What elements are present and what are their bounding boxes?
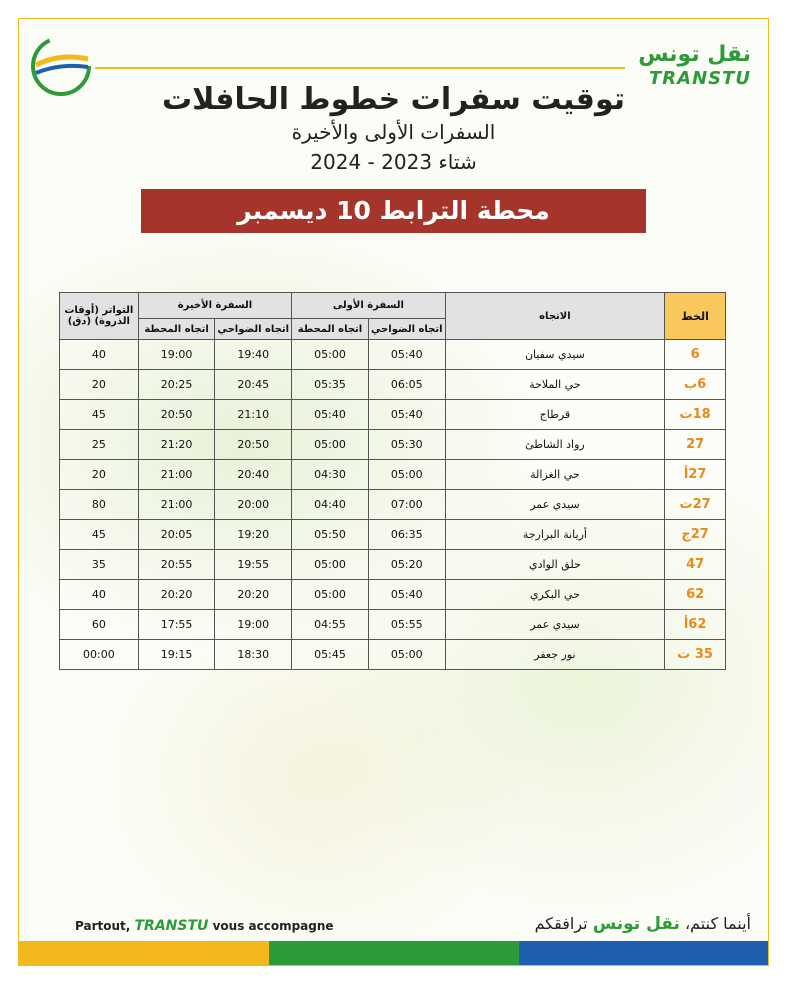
line-number: 18ت bbox=[665, 400, 726, 430]
first-suburbs-time: 05:40 bbox=[368, 400, 445, 430]
frequency-cell: 45 bbox=[60, 520, 139, 550]
first-suburbs-time: 05:20 bbox=[368, 550, 445, 580]
last-suburbs-time: 20:45 bbox=[215, 370, 292, 400]
header-direction: الاتجاه bbox=[445, 293, 665, 340]
table-row bbox=[60, 490, 726, 520]
footer-ar-prefix: أينما كنتم، bbox=[684, 914, 751, 933]
header-line: الخط bbox=[665, 293, 726, 340]
first-suburbs-time: 05:40 bbox=[368, 340, 445, 370]
line-number: 6 bbox=[665, 340, 726, 370]
table-row bbox=[60, 370, 726, 400]
first-station-time: 05:35 bbox=[292, 370, 369, 400]
last-station-time: 17:55 bbox=[138, 610, 215, 640]
page-subtitle: السفرات الأولى والأخيرة bbox=[291, 120, 496, 144]
footer-bar-green bbox=[269, 941, 519, 965]
last-suburbs-time: 20:20 bbox=[215, 580, 292, 610]
last-station-time: 19:15 bbox=[138, 640, 215, 670]
direction-cell: قرطاج bbox=[445, 400, 665, 430]
line-number: 27ت bbox=[665, 490, 726, 520]
frequency-cell: 80 bbox=[60, 490, 139, 520]
first-station-time: 05:40 bbox=[292, 400, 369, 430]
header-first-to-station: اتجاه المحطة bbox=[292, 319, 369, 340]
table-row bbox=[60, 640, 726, 670]
frequency-cell: 35 bbox=[60, 550, 139, 580]
direction-cell: حي البكري bbox=[445, 580, 665, 610]
first-station-time: 05:00 bbox=[292, 340, 369, 370]
first-suburbs-time: 06:05 bbox=[368, 370, 445, 400]
first-station-time: 04:40 bbox=[292, 490, 369, 520]
last-station-time: 20:05 bbox=[138, 520, 215, 550]
first-station-time: 05:00 bbox=[292, 550, 369, 580]
last-suburbs-time: 20:50 bbox=[215, 430, 292, 460]
first-station-time: 04:30 bbox=[292, 460, 369, 490]
first-suburbs-time: 05:30 bbox=[368, 430, 445, 460]
line-number: 6ب bbox=[665, 370, 726, 400]
last-suburbs-time: 19:55 bbox=[215, 550, 292, 580]
table-row bbox=[60, 610, 726, 640]
first-suburbs-time: 05:00 bbox=[368, 460, 445, 490]
header-divider bbox=[95, 67, 625, 69]
header-last-to-suburbs: اتجاه الضواحي bbox=[215, 319, 292, 340]
brand-latin-logo: TRANSTU bbox=[649, 68, 751, 89]
frequency-cell: 00:00 bbox=[60, 640, 139, 670]
table-row bbox=[60, 340, 726, 370]
last-station-time: 19:00 bbox=[138, 340, 215, 370]
direction-cell: حي الغزالة bbox=[445, 460, 665, 490]
last-station-time: 21:00 bbox=[138, 460, 215, 490]
line-number: 62 bbox=[665, 580, 726, 610]
station-banner: محطة الترابط 10 ديسمبر bbox=[141, 189, 646, 233]
direction-cell: رواد الشاطئ bbox=[445, 430, 665, 460]
table-row bbox=[60, 520, 726, 550]
direction-cell: سيدي عمر bbox=[445, 490, 665, 520]
footer-fr-prefix: Partout, bbox=[75, 919, 131, 933]
header-first-to-suburbs: اتجاه الضواحي bbox=[368, 319, 445, 340]
line-number: 47 bbox=[665, 550, 726, 580]
direction-cell: سيدي سفيان bbox=[445, 340, 665, 370]
line-number: 62أ bbox=[665, 610, 726, 640]
last-station-time: 20:55 bbox=[138, 550, 215, 580]
last-station-time: 20:50 bbox=[138, 400, 215, 430]
first-station-time: 05:45 bbox=[292, 640, 369, 670]
table-row bbox=[60, 430, 726, 460]
line-number: 27أ bbox=[665, 460, 726, 490]
direction-cell: نور جعفر bbox=[445, 640, 665, 670]
table-row bbox=[60, 460, 726, 490]
line-number: 27 bbox=[665, 430, 726, 460]
table-row bbox=[60, 400, 726, 430]
table-row bbox=[60, 580, 726, 610]
first-station-time: 05:00 bbox=[292, 580, 369, 610]
first-station-time: 05:50 bbox=[292, 520, 369, 550]
footer-bar-blue bbox=[519, 941, 768, 965]
brand-arabic-logo: نقل تونس bbox=[638, 42, 751, 67]
header-frequency: التواتر (أوقات الذروة) (دق) bbox=[60, 293, 139, 340]
first-suburbs-time: 07:00 bbox=[368, 490, 445, 520]
last-station-time: 20:20 bbox=[138, 580, 215, 610]
first-station-time: 04:55 bbox=[292, 610, 369, 640]
schedule-table bbox=[59, 292, 726, 670]
last-suburbs-time: 19:40 bbox=[215, 340, 292, 370]
footer-fr-brand: TRANSTU bbox=[134, 918, 209, 934]
last-suburbs-time: 20:40 bbox=[215, 460, 292, 490]
header-first-trip: السفرة الأولى bbox=[292, 293, 445, 319]
last-suburbs-time: 20:00 bbox=[215, 490, 292, 520]
frequency-cell: 40 bbox=[60, 580, 139, 610]
last-station-time: 20:25 bbox=[138, 370, 215, 400]
last-station-time: 21:20 bbox=[138, 430, 215, 460]
footer-bar-yellow bbox=[19, 941, 269, 965]
last-suburbs-time: 19:00 bbox=[215, 610, 292, 640]
frequency-cell: 45 bbox=[60, 400, 139, 430]
header-last-trip: السفرة الأخيرة bbox=[138, 293, 291, 319]
first-suburbs-time: 05:55 bbox=[368, 610, 445, 640]
frequency-cell: 20 bbox=[60, 370, 139, 400]
season-label: شتاء 2023 - 2024 bbox=[310, 150, 477, 174]
first-suburbs-time: 05:40 bbox=[368, 580, 445, 610]
last-suburbs-time: 18:30 bbox=[215, 640, 292, 670]
first-suburbs-time: 06:35 bbox=[368, 520, 445, 550]
direction-cell: سيدي عمر bbox=[445, 610, 665, 640]
header-last-to-station: اتجاه المحطة bbox=[138, 319, 215, 340]
last-suburbs-time: 21:10 bbox=[215, 400, 292, 430]
direction-cell: حلق الوادي bbox=[445, 550, 665, 580]
table-row bbox=[60, 550, 726, 580]
page-title: توقيت سفرات خطوط الحافلات bbox=[161, 82, 626, 117]
direction-cell: أريانة البرارجة bbox=[445, 520, 665, 550]
direction-cell: حي الملاحة bbox=[445, 370, 665, 400]
frequency-cell: 20 bbox=[60, 460, 139, 490]
footer-ar-suffix: ترافقكم bbox=[534, 914, 588, 933]
first-station-time: 05:00 bbox=[292, 430, 369, 460]
line-number: 27ج bbox=[665, 520, 726, 550]
last-suburbs-time: 19:20 bbox=[215, 520, 292, 550]
first-suburbs-time: 05:00 bbox=[368, 640, 445, 670]
frequency-cell: 60 bbox=[60, 610, 139, 640]
footer-arabic-slogan bbox=[535, 914, 751, 934]
footer-fr-suffix: vous accompagne bbox=[212, 919, 334, 933]
frequency-cell: 25 bbox=[60, 430, 139, 460]
last-station-time: 21:00 bbox=[138, 490, 215, 520]
frequency-cell: 40 bbox=[60, 340, 139, 370]
line-number: 35 ت bbox=[665, 640, 726, 670]
footer-ar-brand: نقل تونس bbox=[592, 914, 680, 934]
footer-french-slogan bbox=[75, 918, 334, 934]
